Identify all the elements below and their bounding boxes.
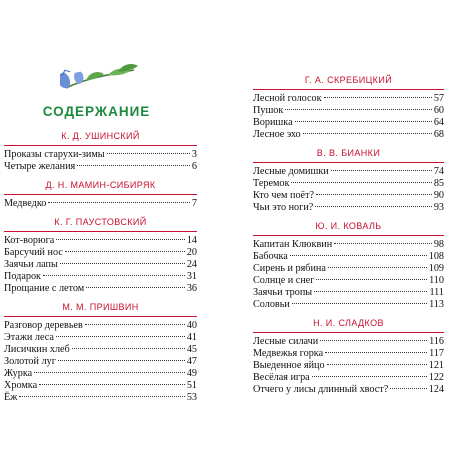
toc-entry[interactable] (253, 190, 444, 202)
dot-leader (320, 340, 427, 341)
dot-leader (86, 287, 185, 288)
toc-entry[interactable] (4, 320, 197, 332)
author-name: Н. И. СЛАДКОВ (313, 318, 384, 328)
toc-entry[interactable] (4, 332, 197, 344)
entry-title: Лесное эхо (253, 129, 301, 140)
entry-title: Подарок (4, 271, 41, 282)
section-divider (4, 316, 197, 317)
author-section (4, 179, 197, 210)
section-divider (253, 235, 444, 236)
dot-leader (334, 243, 432, 244)
dot-leader (48, 202, 190, 203)
entry-title: Кто чем поёт? (253, 190, 315, 201)
toc-entry[interactable] (253, 263, 444, 275)
entry-title: Лесной голосок (253, 93, 322, 104)
entry-page-number: 108 (428, 251, 444, 262)
entry-page-number: 121 (428, 360, 444, 371)
toc-entry[interactable] (4, 368, 197, 380)
dot-leader (315, 206, 432, 207)
dot-leader (19, 396, 185, 397)
section-divider (4, 194, 197, 195)
entry-page-number: 41 (186, 332, 197, 343)
toc-entry[interactable] (253, 239, 444, 251)
author-section (253, 317, 444, 396)
author-section (4, 216, 197, 295)
author-name: М. М. ПРИШВИН (62, 302, 139, 312)
entry-page-number: 53 (186, 392, 197, 403)
entry-title: Соловьи (253, 299, 290, 310)
dot-leader (65, 251, 185, 252)
entry-title: Воришка (253, 117, 293, 128)
right-sections (253, 74, 444, 402)
author-name: В. В. БИАНКИ (316, 148, 381, 158)
entry-title: Медведко (4, 198, 47, 209)
toc-entry[interactable] (253, 129, 444, 141)
entry-page-number: 113 (429, 299, 444, 310)
entry-page-number: 93 (433, 202, 444, 213)
toc-entry[interactable] (253, 360, 444, 372)
toc-entry[interactable] (253, 287, 444, 299)
author-section (253, 220, 444, 311)
entry-title: Теремок (253, 178, 290, 189)
dot-leader (72, 348, 185, 349)
entry-page-number: 51 (186, 380, 197, 391)
entry-page-number: 109 (428, 263, 444, 274)
section-divider (253, 332, 444, 333)
dot-leader (312, 376, 427, 377)
toc-entry[interactable] (253, 251, 444, 263)
entry-page-number: 14 (186, 235, 197, 246)
entry-page-number: 31 (186, 271, 197, 282)
toc-entry[interactable] (253, 275, 444, 287)
section-divider (253, 162, 444, 163)
bellflower-icon (60, 62, 140, 94)
dot-leader (291, 182, 431, 183)
dot-leader (77, 165, 190, 166)
toc-entry[interactable] (4, 380, 197, 392)
entry-page-number: 3 (191, 149, 197, 160)
entry-page-number: 40 (186, 320, 197, 331)
entry-page-number: 57 (433, 93, 444, 104)
toc-entry[interactable] (4, 271, 197, 283)
entry-title: Лесные домишки (253, 166, 329, 177)
entry-title: Золотой луг (4, 356, 56, 367)
entry-title: Весёлая игра (253, 372, 310, 383)
section-divider (4, 231, 197, 232)
dot-leader (56, 336, 185, 337)
toc-entry[interactable] (253, 178, 444, 190)
dot-leader (39, 384, 185, 385)
entry-page-number: 20 (186, 247, 197, 258)
entry-page-number: 122 (428, 372, 444, 383)
toc-entry[interactable] (4, 392, 197, 404)
toc-entry[interactable] (4, 198, 197, 210)
entry-title: Отчего у лисы длинный хвост? (253, 384, 389, 395)
dot-leader (107, 153, 190, 154)
entry-title: Барсучий нос (4, 247, 63, 258)
entry-page-number: 36 (186, 283, 197, 294)
toc-entry[interactable] (253, 384, 444, 396)
toc-title: СОДЕРЖАНИЕ (42, 104, 151, 119)
toc-entry[interactable] (253, 299, 444, 311)
dot-leader (331, 170, 432, 171)
author-name: Ю. И. КОВАЛЬ (315, 221, 382, 231)
author-section (253, 74, 444, 141)
toc-entry[interactable] (4, 247, 197, 259)
entry-title: Кот-ворюга (4, 235, 55, 246)
entry-title: Заячьи лапы (4, 259, 58, 270)
dot-leader (56, 239, 184, 240)
toc-entry[interactable] (253, 93, 444, 105)
entry-title: Бабочка (253, 251, 288, 262)
toc-entry[interactable] (4, 344, 197, 356)
entry-page-number: 110 (429, 275, 444, 286)
entry-title: Хромка (4, 380, 38, 391)
entry-title: Четыре желания (4, 161, 76, 172)
toc-entry[interactable] (253, 105, 444, 117)
entry-title: Пушок (253, 105, 284, 116)
entry-page-number: 60 (433, 105, 444, 116)
dot-leader (325, 352, 427, 353)
entry-title: Сирень и рябина (253, 263, 326, 274)
entry-title: Лисичкин хлеб (4, 344, 70, 355)
entry-title: Выеденное яйцо (253, 360, 325, 371)
entry-page-number: 68 (433, 129, 444, 140)
author-name: Г. А. СКРЕБИЦКИЙ (304, 75, 393, 85)
author-section (253, 147, 444, 214)
entry-page-number: 98 (433, 239, 444, 250)
dot-leader (85, 324, 185, 325)
dot-leader (316, 279, 427, 280)
entry-page-number: 117 (429, 348, 444, 359)
dot-leader (60, 263, 185, 264)
author-name: Д. Н. МАМИН-СИБИРЯК (45, 180, 156, 190)
entry-title: Журка (4, 368, 33, 379)
entry-title: Этажи леса (4, 332, 54, 343)
author-name: К. Д. УШИНСКИЙ (61, 131, 140, 141)
entry-page-number: 45 (186, 344, 197, 355)
toc-entry[interactable] (253, 372, 444, 384)
dot-leader (303, 133, 432, 134)
entry-title: Прощание с летом (4, 283, 85, 294)
entry-page-number: 124 (428, 384, 444, 395)
toc-entry[interactable] (253, 166, 444, 178)
entry-page-number: 7 (191, 198, 197, 209)
entry-title: Медвежья горка (253, 348, 324, 359)
author-section (4, 130, 197, 173)
entry-title: Проказы старухи-зимы (4, 149, 105, 160)
entry-title: Чьи это ноги? (253, 202, 314, 213)
dot-leader (285, 109, 431, 110)
toc-entry[interactable] (4, 149, 197, 161)
toc-entry[interactable] (253, 117, 444, 129)
dot-leader (327, 364, 427, 365)
dot-leader (292, 303, 427, 304)
author-name: К. Г. ПАУСТОВСКИЙ (54, 217, 147, 227)
dot-leader (328, 267, 427, 268)
toc-entry[interactable] (4, 283, 197, 295)
toc-entry[interactable] (4, 161, 197, 173)
entry-page-number: 116 (429, 336, 444, 347)
dot-leader (316, 194, 432, 195)
toc-entry[interactable] (253, 348, 444, 360)
author-section (4, 301, 197, 404)
entry-page-number: 49 (186, 368, 197, 379)
dot-leader (43, 275, 185, 276)
entry-page-number: 47 (186, 356, 197, 367)
entry-page-number: 24 (186, 259, 197, 270)
toc-entry[interactable] (253, 202, 444, 214)
entry-title: Солнце и снег (253, 275, 315, 286)
toc-entry[interactable] (4, 259, 197, 271)
toc-entry[interactable] (4, 235, 197, 247)
dot-leader (324, 97, 432, 98)
dot-leader (58, 360, 185, 361)
entry-page-number: 6 (191, 161, 197, 172)
entry-title: Капитан Клюквин (253, 239, 333, 250)
entry-title: Лесные силачи (253, 336, 319, 347)
toc-entry[interactable] (253, 336, 444, 348)
entry-title: Ёж (4, 392, 18, 403)
toc-entry[interactable] (4, 356, 197, 368)
entry-page-number: 85 (433, 178, 444, 189)
entry-page-number: 74 (433, 166, 444, 177)
section-divider (4, 145, 197, 146)
section-divider (253, 89, 444, 90)
dot-leader (34, 372, 185, 373)
dot-leader (295, 121, 432, 122)
entry-page-number: 64 (433, 117, 444, 128)
dot-leader (314, 291, 427, 292)
entry-title: Разговор деревьев (4, 320, 83, 331)
left-sections (4, 130, 197, 410)
dot-leader (390, 388, 426, 389)
entry-page-number: 111 (429, 287, 444, 298)
entry-title: Заячьи тропы (253, 287, 313, 298)
entry-page-number: 90 (433, 190, 444, 201)
dot-leader (290, 255, 427, 256)
